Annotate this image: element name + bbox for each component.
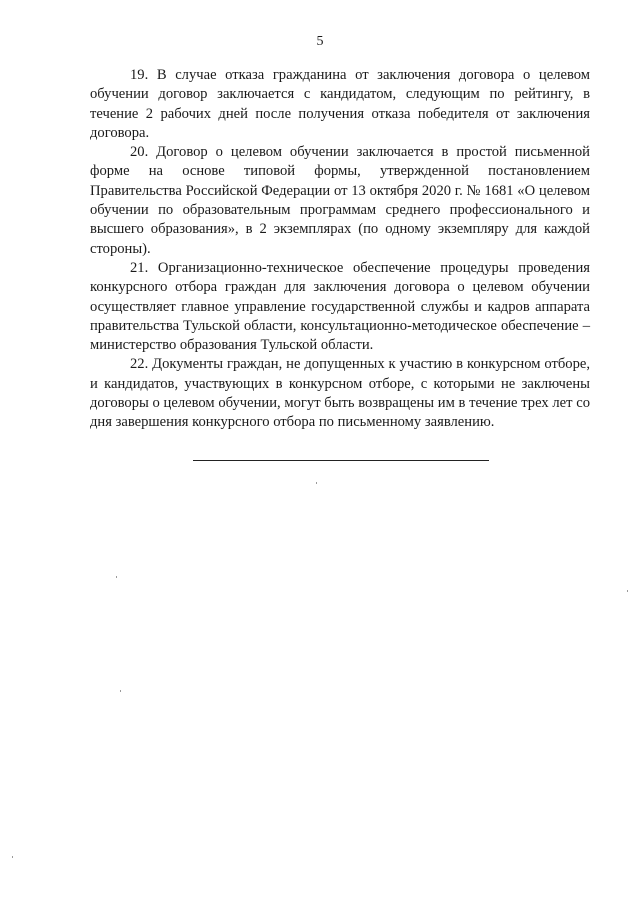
paragraph-21: 21. Организационно-техническое обеспечение процедуры проведения конкурсного отбора граждан для заключения договора о целевом обучении осуществляет главное управление государственной службы и кадров аппарата правительства Тульской области, консультационно-методическое обеспечение – министерство образования Тульской области. — [90, 259, 590, 354]
page-number: 5 — [316, 34, 324, 49]
scan-speck — [627, 590, 628, 592]
document-body — [90, 66, 590, 433]
paragraph-20: 20. Договор о целевом обучении заключается в простой письменной форме на основе типовой формы, утвержденной постановлением Правительства Российской Федерации от 13 октября 2020 г. № 1681 «О целевом обучении по образовательным программам среднего профессионального и высшего образования», в 2 экземплярах (по одному экземпляру для каждой стороны). — [90, 144, 590, 257]
scan-speck — [12, 856, 13, 858]
paragraph-22: 22. Документы граждан, не допущенных к участию в конкурсном отборе, и кандидатов, участвующих в конкурсном отборе, с которыми не заключены договоры о целевом обучении, могут быть возвращены им в течение трех лет со дня завершения конкурсного отбора по письменному заявлению. — [90, 356, 590, 431]
end-of-text-divider — [193, 460, 489, 461]
scan-speck — [120, 690, 121, 692]
scan-speck — [316, 482, 317, 484]
paragraph-19: 19. В случае отказа гражданина от заключения договора о целевом обучении договор заключается с кандидатом, следующим по рейтингу, в течение 2 рабочих дней после получения отказа победителя от заключения договора. — [90, 67, 590, 141]
scan-speck — [116, 576, 117, 578]
